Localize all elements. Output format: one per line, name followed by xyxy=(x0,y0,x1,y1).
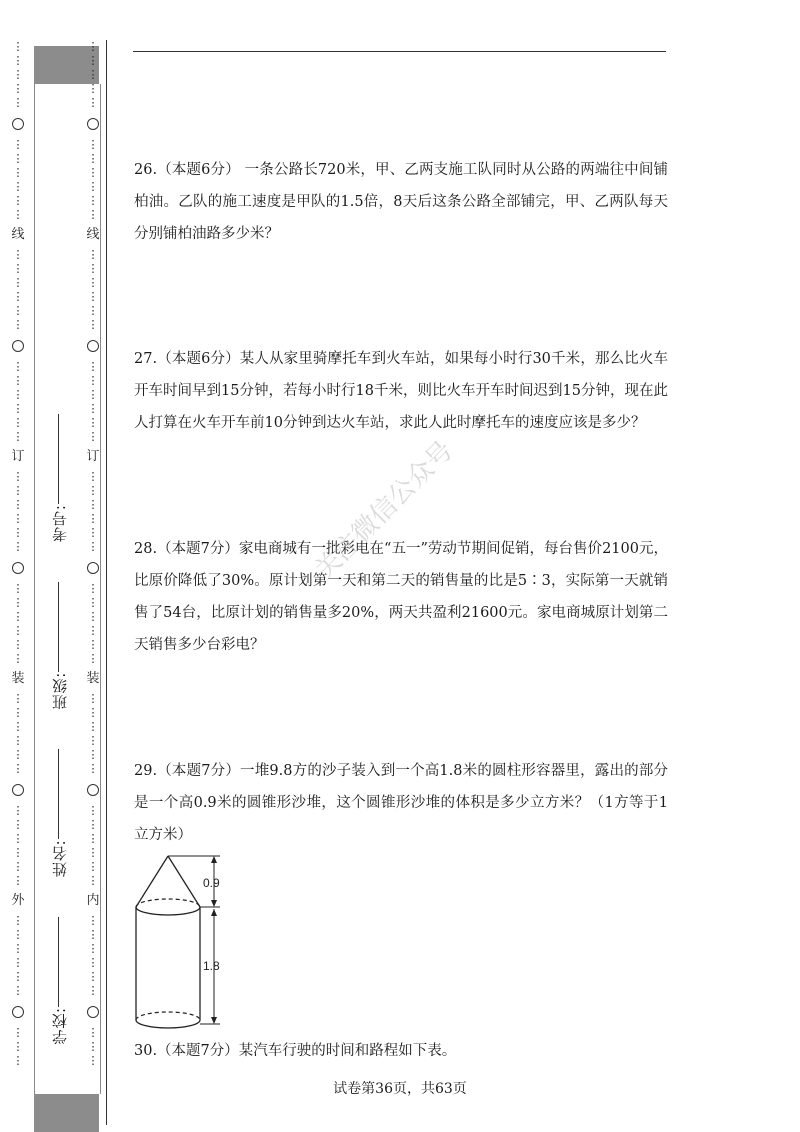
cylinder-top-back xyxy=(136,899,200,907)
school-label: 学校: xyxy=(51,1006,69,1045)
outer-label-bind: 订 xyxy=(11,449,25,464)
arrow-head xyxy=(211,1017,217,1024)
exam-no-field[interactable] xyxy=(59,414,60,504)
cone-cylinder-figure xyxy=(128,852,248,1030)
outer-label-staple: 装 xyxy=(11,671,25,686)
margin-rule xyxy=(106,40,107,1125)
cone-height-label: 0.9 xyxy=(203,876,220,890)
cylinder-top-front xyxy=(136,907,200,915)
class-field[interactable] xyxy=(59,582,60,672)
student-info-fields xyxy=(49,414,70,1045)
cylinder-height-label: 1.8 xyxy=(203,959,220,973)
circle-mark xyxy=(12,118,24,130)
header-rule xyxy=(133,51,666,52)
question-28: 28.（本题7分）家电商城有一批彩电在“五一”劳动节期间促销，每台售价2100元，比原价降低了30%。原计划第一天和第二天的销售量的比是5∶3，实际第一天就销售了54台，比原计划的销售量多20%，两天共盈利21600元。家电商城原计划第二天销售多少台彩电？ xyxy=(134,541,668,653)
cylinder-bottom-back xyxy=(136,1012,200,1020)
question-29: 29.（本题7分）一堆9.8方的沙子装入到一个高1.8米的圆柱形容器里，露出的部分是一个高0.9米的圆锥形沙堆，这个圆锥形沙堆的体积是多少立方米？（1方等于1立方米） xyxy=(134,763,668,843)
question-30: 30.（本题7分）某汽车行驶的时间和路程如下表。 xyxy=(134,1043,457,1059)
circle-mark xyxy=(87,562,99,574)
circle-mark xyxy=(12,340,24,352)
page-footer: 试卷第36页，共63页 xyxy=(333,1081,467,1097)
question-26: 26.（本题6分） 一条公路长720米，甲、乙两支施工队同时从公路的两端往中间铺柏油。乙队的施工速度是甲队的1.5倍，8天后这条公路全部铺完，甲、乙两队每天分别铺柏油路多少米？ xyxy=(134,162,668,242)
outer-label-line: 线 xyxy=(11,227,25,242)
school-field[interactable] xyxy=(59,917,60,1007)
circle-mark xyxy=(87,1006,99,1018)
circle-mark xyxy=(12,784,24,796)
outer-dotted-column: ⋮ ⋮ ⋮ ⋮ ⋮ ⋮ ⋮ ⋮ ⋮ ⋮ ⋮ 线 ⋮ ⋮ ⋮ ⋮ ⋮ ⋮ ⋮ ⋮ ⋮ ⋮ ⋮ ⋮ 订 ⋮ ⋮ ⋮ ⋮ ⋮ ⋮ ⋮ ⋮ ⋮ ⋮ ⋮ ⋮ 装 ⋮ ⋮ ⋮ ⋮ ⋮ ⋮ ⋮ ⋮ ⋮ ⋮ ⋮ ⋮ 外 ⋮ ⋮ ⋮ ⋮ ⋮ ⋮ ⋮ ⋮ ⋮ xyxy=(11,40,25,1067)
inner-label-inside: 内 xyxy=(86,893,100,908)
arrow-head xyxy=(211,909,217,916)
outer-label-outside: 外 xyxy=(11,893,25,908)
question-27: 27.（本题6分）某人从家里骑摩托车到火车站，如果每小时行30千米，那么比火车开车时间早到15分钟，若每小时行18千米，则比火车开车时间迟到15分钟，现在此人打算在火车开车前10分钟到达火车站，求此人此时摩托车的速度应该是多少？ xyxy=(134,351,668,431)
exam-no-label: 考号: xyxy=(51,504,69,543)
circle-mark xyxy=(12,1006,24,1018)
inner-dotted-column: ⋮ ⋮ ⋮ ⋮ ⋮ ⋮ ⋮ ⋮ ⋮ ⋮ ⋮ 线 ⋮ ⋮ ⋮ ⋮ ⋮ ⋮ ⋮ ⋮ ⋮ ⋮ ⋮ ⋮ 订 ⋮ ⋮ ⋮ ⋮ ⋮ ⋮ ⋮ ⋮ ⋮ ⋮ ⋮ ⋮ 装 ⋮ ⋮ ⋮ ⋮ ⋮ ⋮ ⋮ ⋮ ⋮ ⋮ ⋮ ⋮ 内 ⋮ ⋮ ⋮ ⋮ ⋮ ⋮ ⋮ ⋮ ⋮ xyxy=(86,40,100,1067)
circle-mark xyxy=(87,784,99,796)
cone-right-edge xyxy=(168,856,200,907)
class-label: 班级: xyxy=(51,671,69,710)
watermark: 关注微信公众号 xyxy=(309,435,460,586)
inner-label-bind: 订 xyxy=(86,449,100,464)
name-field[interactable] xyxy=(59,749,60,839)
inner-label-line: 线 xyxy=(86,227,100,242)
circle-mark xyxy=(12,562,24,574)
cylinder-bottom-front xyxy=(136,1020,200,1028)
circle-mark xyxy=(87,118,99,130)
arrow-head xyxy=(211,900,217,907)
circle-mark xyxy=(87,340,99,352)
inner-label-staple: 装 xyxy=(86,671,100,686)
arrow-head xyxy=(211,856,217,863)
name-label: 姓名: xyxy=(51,839,69,878)
